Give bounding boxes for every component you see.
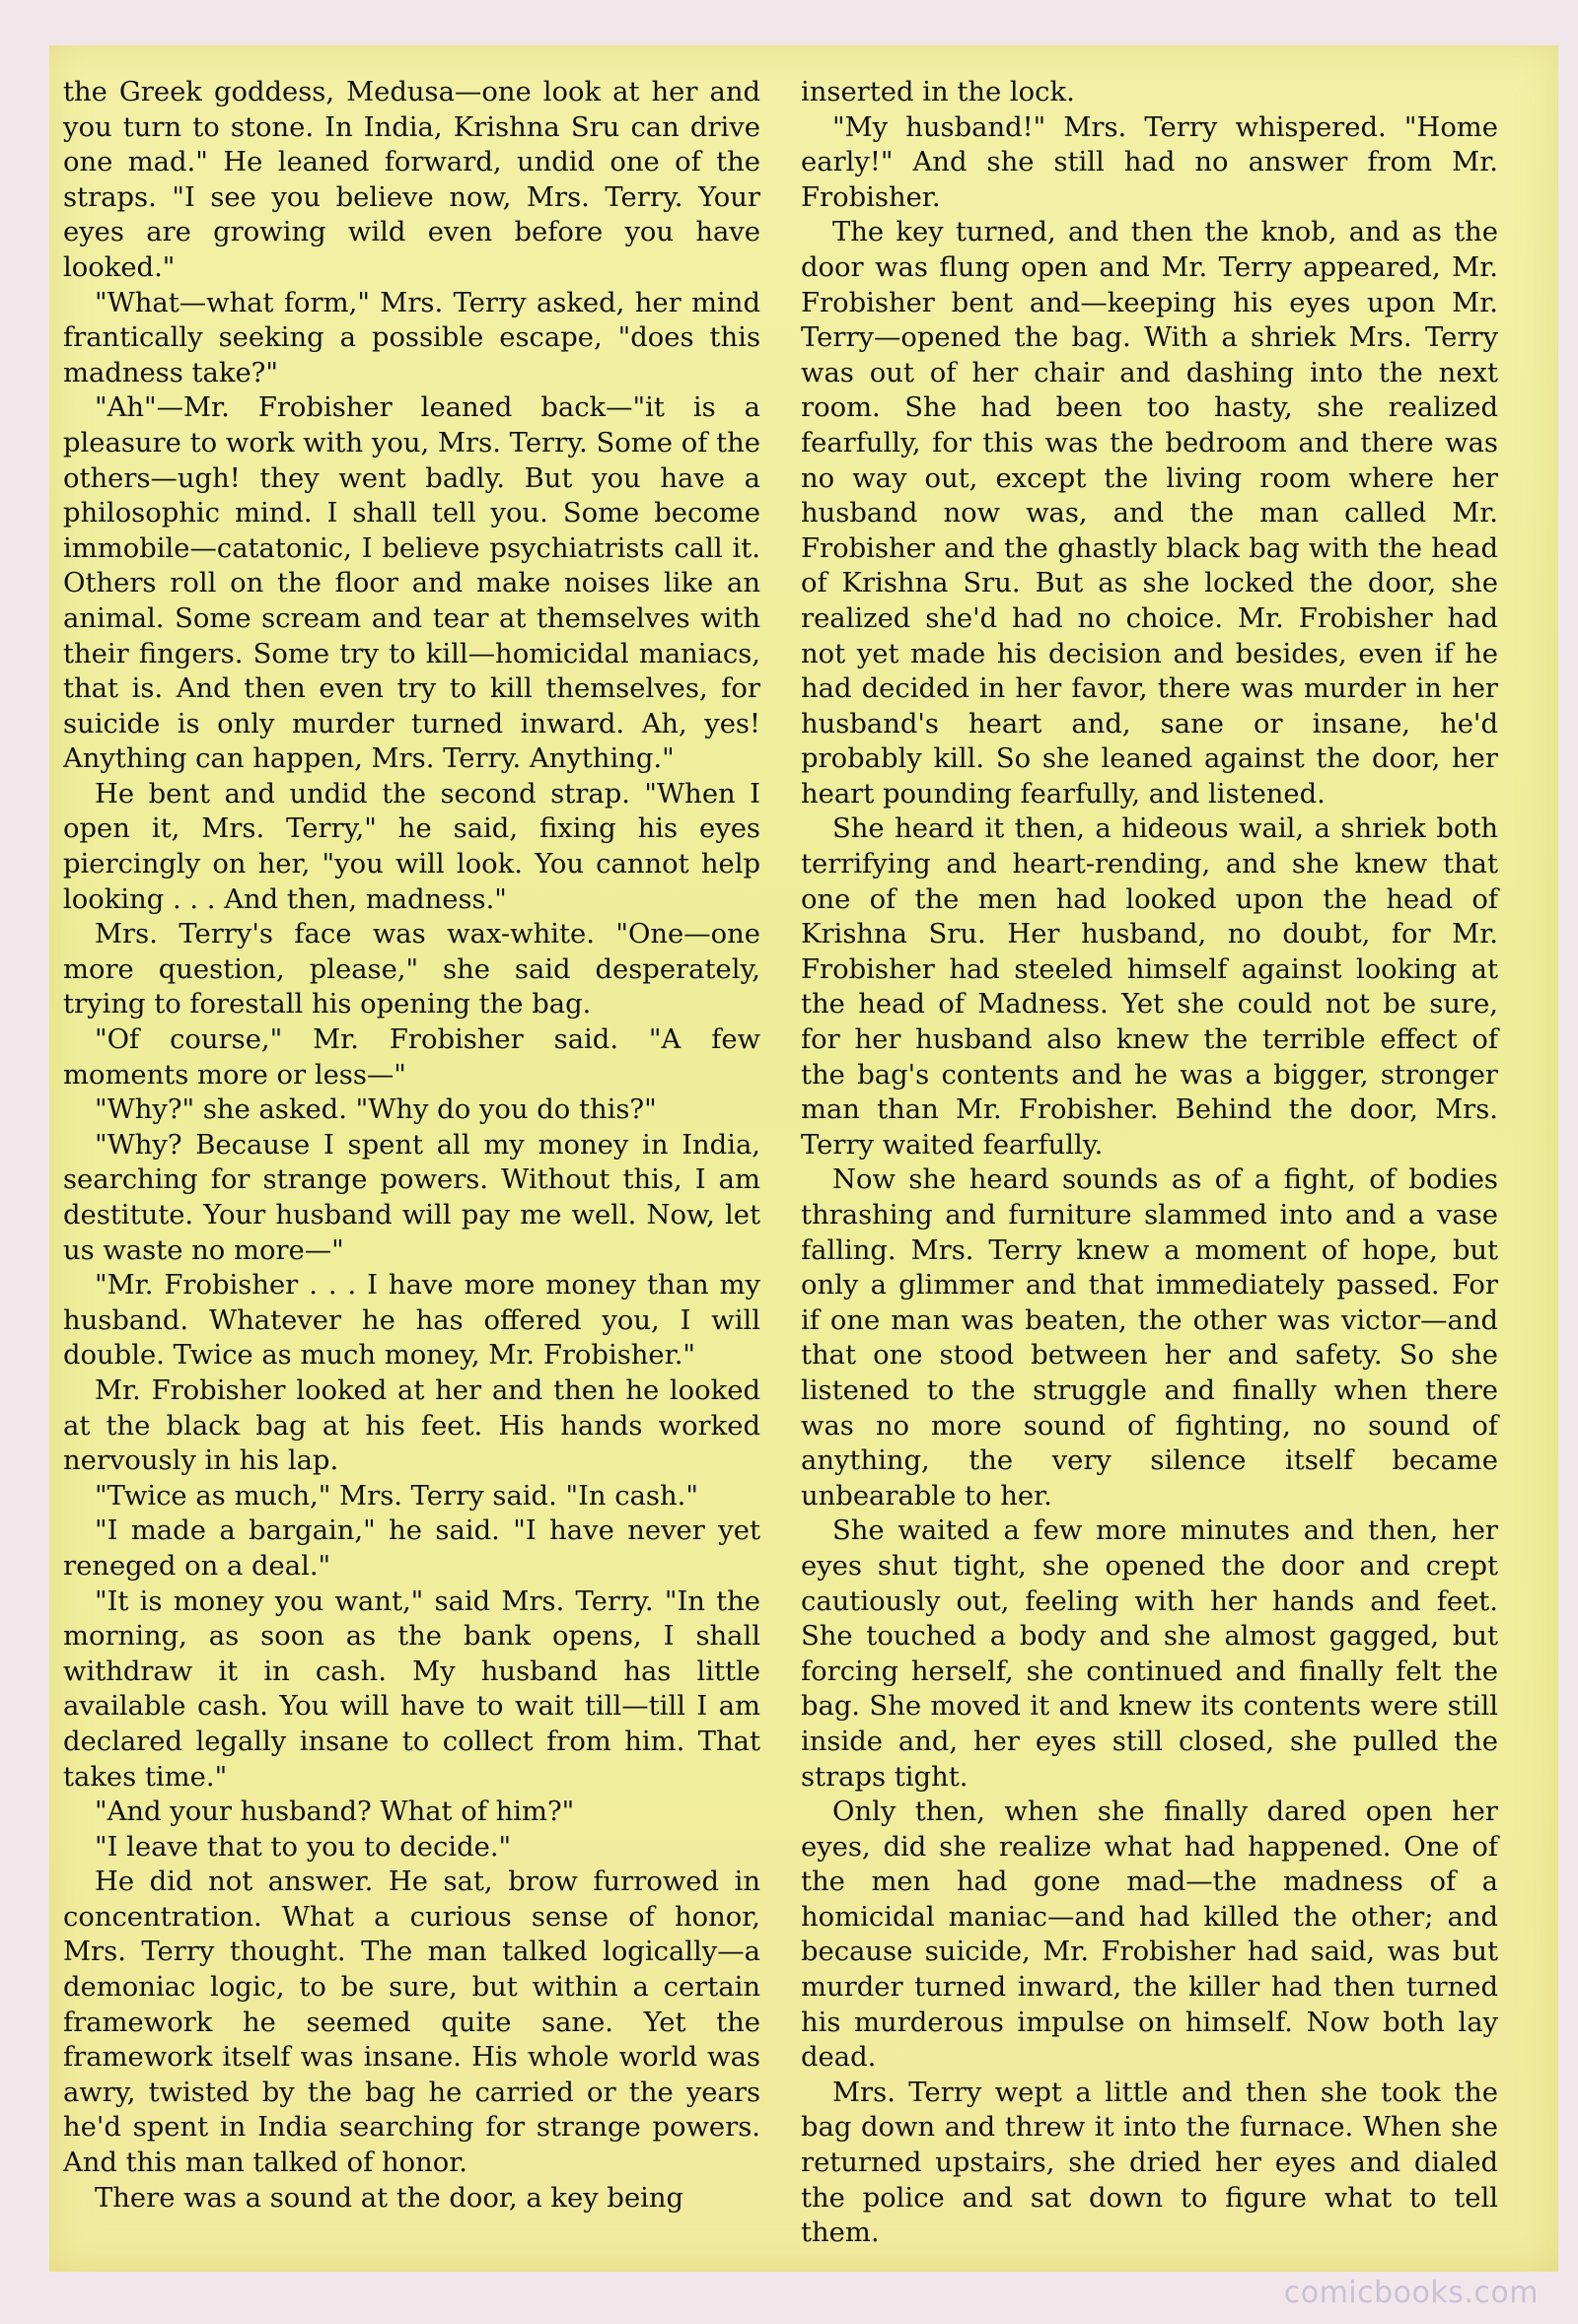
paragraph: "Why?" she asked. "Why do you do this?" <box>95 1094 657 1126</box>
paragraph: There was a sound at the door, a key being <box>95 2182 684 2214</box>
paragraph: "Twice as much," Mrs. Terry said. "In cash." <box>95 1480 698 1512</box>
paragraph: the Greek goddess, Medusa—one look at her and you turn to stone. In India, Krishna Sru can drive one mad." He leaned forward, undid one of the straps. "I see you believe now, Mrs. Terry. Your eyes are growing wild even before you have looked." <box>63 77 760 283</box>
story-page <box>49 45 1558 2272</box>
paragraph: "Mr. Frobisher . . . I have more money than my husband. Whatever he has offered you, I will double. Twice as much money, Mr. Frobisher." <box>63 1270 760 1372</box>
paragraph: Mr. Frobisher looked at her and then he looked at the black bag at his feet. His hands worked nervously in his lap. <box>63 1374 760 1477</box>
paragraph: "Of course," Mr. Frobisher said. "A few moments more or less—" <box>63 1024 760 1091</box>
right-column <box>801 75 1498 2251</box>
paragraph: "I leave that to you to decide." <box>95 1831 512 1863</box>
paragraph: inserted in the lock. <box>801 77 1075 107</box>
paragraph: He did not answer. He sat, brow furrowed in concentration. What a curious sense of honor, Mrs. Terry thought. The man talked logically—a demoniac logic, to be sure, but within a certain framework he seemed quite sane. Yet the framework itself was insane. His whole world was awry, twisted by the bag he carried or the years he'd spent in India searching for strange powers. And this man talked of honor. <box>63 1866 760 2179</box>
paragraph: "It is money you want," said Mrs. Terry. "In the morning, as soon as the bank opens, I shall withdraw it in cash. My husband has little available cash. You will have to wait till—till I am declared legally insane to collect from him. That takes time." <box>63 1585 760 1793</box>
paragraph: She waited a few more minutes and then, her eyes shut tight, she opened the door and crept cautiously out, feeling with her hands and feet. She touched a body and she almost gagged, but forcing herself, she continued and finally felt the bag. She moved it and knew its contents were still inside and, her eyes still closed, she pulled the straps tight. <box>801 1515 1498 1793</box>
paragraph: Now she heard sounds as of a fight, of bodies thrashing and furniture slammed into and a vase falling. Mrs. Terry knew a moment of hope, but only a glimmer and that immediately passed. For if one man was beaten, the other was victor—and that one stood between her and safety. So she listened to the struggle and finally when there was no more sound of fighting, no sound of anything, the very silence itself became unbearable to her. <box>801 1164 1498 1512</box>
site-watermark: comicbooks.com <box>1283 2276 1539 2310</box>
paragraph: "What—what form," Mrs. Terry asked, her mind frantically seeking a possible escape, "does this madness take?" <box>63 287 760 388</box>
paragraph: She heard it then, a hideous wail, a shriek both terrifying and heart-rending, and she knew that one of the men had looked upon the head of Krishna Sru. Her husband, no doubt, for Mr. Frobisher had steeled himself against looking at the head of Madness. Yet she could not be sure, for her husband also knew the terrible effect of the bag's contents and he was a bigger, stronger man than Mr. Frobisher. Behind the door, Mrs. Terry waited fearfully. <box>801 813 1498 1161</box>
paragraph: "Ah"—Mr. Frobisher leaned back—"it is a pleasure to work with you, Mrs. Terry. Some of the others—ugh! they went badly. But you have a philosophic mind. I shall tell you. Some become immobile—catatonic, I believe psychiatrists call it. Others roll on the floor and make noises like an animal. Some scream and tear at themselves with their fingers. Some try to kill—homicidal maniacs, that is. And then even try to kill themselves, for suicide is only murder turned inward. Ah, yes! Anything can happen, Mrs. Terry. Anything." <box>63 392 760 775</box>
paragraph: He bent and undid the second strap. "When I open it, Mrs. Terry," he said, fixing his eyes piercingly on her, "you will look. You cannot help looking . . . And then, madness." <box>63 778 760 915</box>
paragraph: Mrs. Terry wept a little and then she took the bag down and threw it into the furnace. When she returned upstairs, she dried her eyes and dialed the police and sat down to figure what to tell them. <box>801 2077 1498 2249</box>
paragraph: "Why? Because I spent all my money in India, searching for strange powers. Without this, I am destitute. Your husband will pay me well. Now, let us waste no more—" <box>63 1129 760 1266</box>
paragraph: Mrs. Terry's face was wax-white. "One—one more question, please," she said desperately, trying to forestall his opening the bag. <box>63 919 760 1021</box>
paragraph: "And your husband? What of him?" <box>95 1796 575 1828</box>
paragraph: "I made a bargain," he said. "I have never yet reneged on a deal." <box>63 1515 760 1582</box>
left-column <box>63 75 760 2216</box>
paragraph: "My husband!" Mrs. Terry whispered. "Home early!" And she still had no answer from Mr. Frobisher. <box>801 111 1498 213</box>
paragraph: Only then, when she finally dared open her eyes, did she realize what had happened. One of the men had gone mad—the madness of a homicidal maniac—and had killed the other; and because suicide, Mr. Frobisher had said, was but murder turned inward, the killer had then turned his murderous impulse on himself. Now both lay dead. <box>801 1796 1498 2074</box>
paragraph: The key turned, and then the knob, and as the door was flung open and Mr. Terry appeared, Mr. Frobisher bent and—keeping his eyes upon Mr. Terry—opened the bag. With a shriek Mrs. Terry was out of her chair and dashing into the next room. She had been too hasty, she realized fearfully, for this was the bedroom and there was no way out, except the living room where her husband now was, and the man called Mr. Frobisher and the ghastly black bag with the head of Krishna Sru. But as she locked the door, she realized she'd had no choice. Mr. Frobisher had not yet made his decision and besides, even if he had decided in her favor, there was murder in her husband's heart and, sane or insane, he'd probably kill. So she leaned against the door, her heart pounding fearfully, and listened. <box>801 217 1498 810</box>
